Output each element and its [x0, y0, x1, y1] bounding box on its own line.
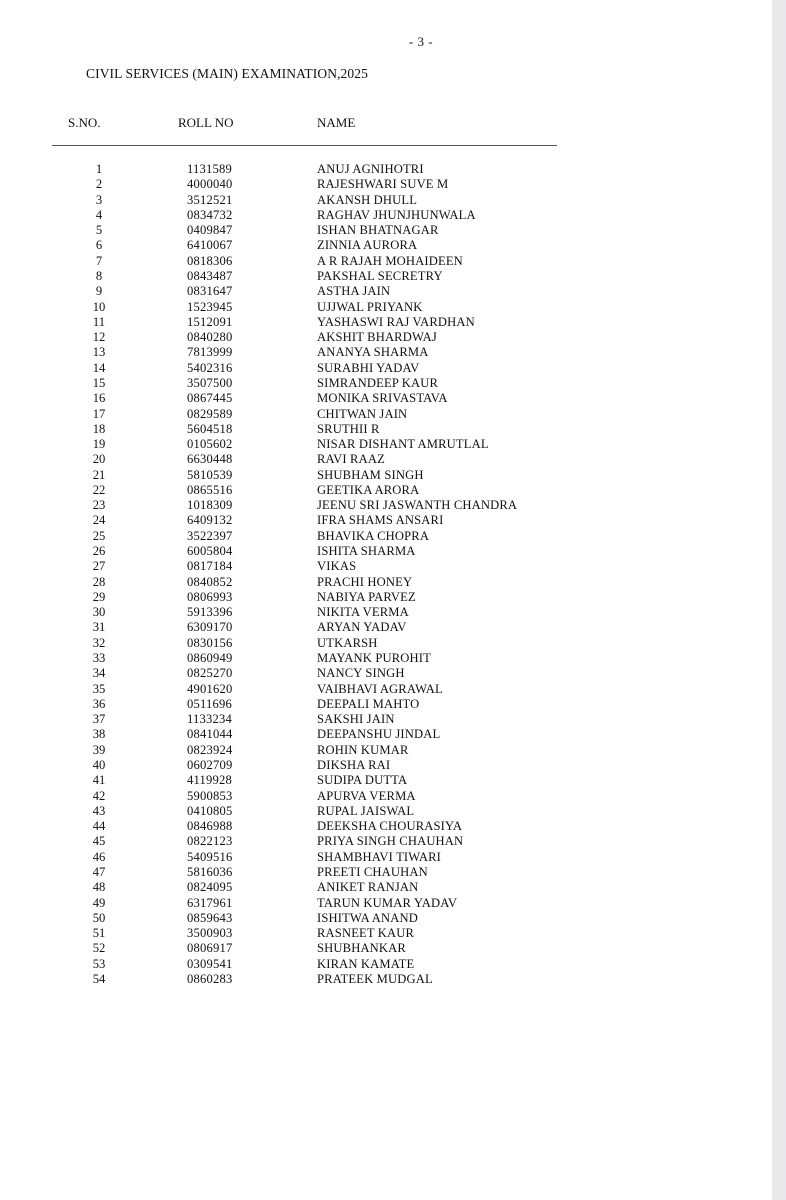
- table-row: [0, 361, 700, 376]
- candidate-name: ANUJ AGNIHOTRI: [317, 162, 424, 176]
- table-row: [0, 269, 700, 284]
- serial-number: 19: [92, 437, 106, 452]
- serial-number: 14: [92, 360, 106, 375]
- serial-number: 49: [92, 895, 106, 910]
- candidate-name: ZINNIA AURORA: [317, 238, 418, 253]
- candidate-name: SHUBHAM SINGH: [317, 467, 424, 482]
- candidate-name: NISAR DISHANT AMRUTLAL: [317, 437, 489, 452]
- roll-number: 6410067: [187, 238, 233, 253]
- table-row: [0, 789, 700, 804]
- table-row: [0, 666, 700, 681]
- roll-number: 5810539: [187, 467, 233, 482]
- table-row: [0, 422, 700, 437]
- candidate-name: IFRA SHAMS ANSARI: [317, 513, 444, 528]
- table-row: [0, 529, 700, 544]
- candidate-name: PRIYA SINGH CHAUHAN: [317, 834, 464, 849]
- serial-number: 32: [92, 635, 106, 650]
- table-row: [0, 682, 700, 697]
- table-row: [0, 896, 700, 911]
- roll-number: 0409847: [187, 223, 233, 238]
- table-row: [0, 590, 700, 605]
- candidate-name: ISHITWA ANAND: [317, 910, 418, 925]
- table-row: [0, 284, 700, 299]
- serial-number: 24: [92, 513, 106, 528]
- roll-number: 0860283: [187, 971, 233, 986]
- column-header-sno: S.NO.: [68, 115, 101, 130]
- candidate-name: SHUBHANKAR: [317, 941, 406, 956]
- roll-number: 0867445: [187, 391, 233, 406]
- serial-number: 42: [92, 788, 106, 803]
- serial-number: 44: [92, 819, 106, 834]
- table-row: [0, 208, 700, 223]
- roll-number: 1523945: [187, 299, 233, 314]
- column-header-roll-no: ROLL NO: [178, 115, 234, 130]
- serial-number: 9: [95, 284, 103, 299]
- header-divider: [52, 145, 557, 146]
- table-row: [0, 911, 700, 926]
- serial-number: 22: [92, 482, 106, 497]
- serial-number: 52: [92, 941, 106, 956]
- candidate-name: SHAMBHAVI TIWARI: [317, 849, 442, 864]
- roll-number: 0602709: [187, 757, 233, 772]
- page-number: - 3 -: [408, 34, 434, 49]
- roll-number: 0841044: [187, 727, 233, 742]
- roll-number: 0309541: [187, 956, 233, 971]
- candidate-name: GEETIKA ARORA: [317, 482, 420, 497]
- roll-number: 0822123: [187, 834, 233, 849]
- roll-number: 0846988: [187, 819, 233, 834]
- serial-number: 38: [92, 727, 106, 742]
- table-row: [0, 300, 700, 315]
- table-row: [0, 513, 700, 528]
- roll-number: 5409516: [187, 849, 233, 864]
- table-row: [0, 972, 700, 987]
- candidate-name: SUDIPA DUTTA: [317, 773, 408, 788]
- table-row: [0, 620, 700, 635]
- candidate-name: RUPAL JAISWAL: [317, 803, 415, 818]
- roll-number: 5913396: [187, 605, 233, 620]
- serial-number: 53: [92, 956, 106, 971]
- roll-number: 1512091: [187, 314, 233, 329]
- table-row: [0, 636, 700, 651]
- roll-number: 3522397: [187, 528, 233, 543]
- serial-number: 17: [92, 406, 106, 421]
- roll-number: 3512521: [187, 192, 233, 207]
- roll-number: 0825270: [187, 666, 233, 681]
- serial-number: 7: [95, 253, 103, 268]
- candidate-name: PAKSHAL SECRETRY: [317, 268, 443, 283]
- serial-number: 37: [92, 712, 106, 727]
- candidate-name: A R RAJAH MOHAIDEEN: [317, 253, 463, 268]
- table-row: [0, 941, 700, 956]
- roll-number: 6630448: [187, 452, 233, 467]
- serial-number: 35: [92, 681, 106, 696]
- serial-number: 18: [92, 421, 106, 436]
- roll-number: 0859643: [187, 910, 233, 925]
- roll-number: 0105602: [187, 437, 233, 452]
- serial-number: 29: [92, 589, 106, 604]
- roll-number: 3500903: [187, 926, 233, 941]
- roll-number: 6409132: [187, 513, 233, 528]
- roll-number: 6317961: [187, 895, 233, 910]
- table-row: [0, 193, 700, 208]
- roll-number: 0860949: [187, 651, 233, 665]
- candidate-name: VIKAS: [317, 559, 357, 574]
- roll-number: 0823924: [187, 742, 233, 757]
- candidate-name: YASHASWI RAJ VARDHAN: [317, 314, 475, 329]
- candidate-name: APURVA VERMA: [317, 788, 416, 803]
- candidate-name: NABIYA PARVEZ: [317, 589, 416, 604]
- candidate-name: AKANSH DHULL: [317, 192, 418, 207]
- table-row: [0, 758, 700, 773]
- serial-number: 6: [95, 238, 103, 253]
- serial-number: 36: [92, 696, 106, 711]
- roll-number: 6005804: [187, 544, 233, 559]
- serial-number: 27: [92, 559, 106, 574]
- candidate-name: AKSHIT BHARDWAJ: [317, 330, 437, 345]
- table-row: [0, 544, 700, 559]
- serial-number: 26: [92, 544, 106, 559]
- serial-number: 16: [92, 391, 106, 406]
- serial-number: 15: [92, 375, 106, 390]
- candidate-name: UJJWAL PRIYANK: [317, 299, 423, 314]
- table-row: [0, 804, 700, 819]
- candidate-name: ANIKET RANJAN: [317, 880, 419, 895]
- candidate-name: SRUTHII R: [317, 421, 380, 436]
- table-row: [0, 483, 700, 498]
- table-row: [0, 559, 700, 574]
- table-row: [0, 651, 700, 666]
- candidate-name: DIKSHA RAI: [317, 757, 391, 772]
- candidate-name: MAYANK PUROHIT: [317, 651, 431, 665]
- roll-number: 0830156: [187, 635, 233, 650]
- candidate-name: SIMRANDEEP KAUR: [317, 375, 439, 390]
- serial-number: 34: [92, 666, 106, 681]
- table-row: [0, 315, 700, 330]
- candidate-name: ARYAN YADAV: [317, 620, 407, 635]
- serial-number: 12: [92, 330, 106, 345]
- serial-number: 23: [92, 498, 106, 513]
- roll-number: 0840852: [187, 574, 233, 589]
- candidate-name: ROHIN KUMAR: [317, 742, 409, 757]
- serial-number: 46: [92, 849, 106, 864]
- roll-number: 0511696: [187, 696, 233, 711]
- candidate-name: RAVI RAAZ: [317, 452, 385, 467]
- roll-number: 0865516: [187, 482, 233, 497]
- table-row: [0, 498, 700, 513]
- candidate-name: NANCY SINGH: [317, 666, 405, 681]
- table-row: [0, 957, 700, 972]
- table-row: [0, 376, 700, 391]
- roll-number: 1133234: [187, 712, 233, 727]
- serial-number: 48: [92, 880, 106, 895]
- table-row: [0, 177, 700, 192]
- table-row: [0, 437, 700, 452]
- serial-number: 4: [95, 207, 103, 222]
- candidate-name: BHAVIKA CHOPRA: [317, 528, 430, 543]
- serial-number: 40: [92, 757, 106, 772]
- candidate-name: VAIBHAVI AGRAWAL: [317, 681, 443, 696]
- column-header-name: NAME: [317, 115, 356, 130]
- candidate-name: TARUN KUMAR YADAV: [317, 895, 458, 910]
- candidate-name: ISHITA SHARMA: [317, 544, 416, 559]
- table-row: [0, 712, 700, 727]
- roll-number: 7813999: [187, 345, 233, 360]
- roll-number: 0834732: [187, 207, 233, 222]
- table-row: [0, 238, 700, 253]
- roll-number: 1018309: [187, 498, 233, 513]
- roll-number: 4000040: [187, 177, 233, 192]
- candidate-name: SAKSHI JAIN: [317, 712, 395, 727]
- serial-number: 28: [92, 574, 106, 589]
- serial-number: 33: [92, 651, 106, 665]
- roll-number: 0410805: [187, 803, 233, 818]
- roll-number: 0817184: [187, 559, 233, 574]
- table-row: [0, 575, 700, 590]
- table-row: [0, 880, 700, 895]
- table-row: [0, 330, 700, 345]
- roll-number: 4119928: [187, 773, 233, 788]
- roll-number: 0840280: [187, 330, 233, 345]
- roll-number: 4901620: [187, 681, 233, 696]
- serial-number: 54: [92, 971, 106, 986]
- results-list: [0, 162, 700, 987]
- roll-number: 5604518: [187, 421, 233, 436]
- table-row: [0, 391, 700, 406]
- table-row: [0, 850, 700, 865]
- table-row: [0, 162, 700, 177]
- candidate-name: MONIKA SRIVASTAVA: [317, 391, 448, 406]
- candidate-name: DEEPANSHU JINDAL: [317, 727, 441, 742]
- exam-title: CIVIL SERVICES (MAIN) EXAMINATION,2025: [86, 66, 368, 81]
- serial-number: 1: [95, 162, 103, 176]
- table-row: [0, 926, 700, 941]
- serial-number: 25: [92, 528, 106, 543]
- table-row: [0, 605, 700, 620]
- candidate-name: PRATEEK MUDGAL: [317, 971, 433, 986]
- roll-number: 5402316: [187, 360, 233, 375]
- serial-number: 3: [95, 192, 103, 207]
- serial-number: 41: [92, 773, 106, 788]
- roll-number: 0806993: [187, 589, 233, 604]
- roll-number: 0829589: [187, 406, 233, 421]
- candidate-name: PREETI CHAUHAN: [317, 864, 428, 879]
- candidate-name: DEEPALI MAHTO: [317, 696, 420, 711]
- candidate-name: ISHAN BHATNAGAR: [317, 223, 439, 238]
- serial-number: 43: [92, 803, 106, 818]
- table-row: [0, 254, 700, 269]
- serial-number: 39: [92, 742, 106, 757]
- candidate-name: ASTHA JAIN: [317, 284, 391, 299]
- roll-number: 0843487: [187, 268, 233, 283]
- candidate-name: DEEKSHA CHOURASIYA: [317, 819, 463, 834]
- serial-number: 5: [95, 223, 103, 238]
- roll-number: 0806917: [187, 941, 233, 956]
- roll-number: 0824095: [187, 880, 233, 895]
- serial-number: 31: [92, 620, 106, 635]
- roll-number: 0818306: [187, 253, 233, 268]
- table-row: [0, 865, 700, 880]
- table-row: [0, 407, 700, 422]
- candidate-name: KIRAN KAMATE: [317, 956, 415, 971]
- roll-number: 5900853: [187, 788, 233, 803]
- candidate-name: SURABHI YADAV: [317, 360, 420, 375]
- candidate-name: RASNEET KAUR: [317, 926, 415, 941]
- candidate-name: RAJESHWARI SUVE M: [317, 177, 449, 192]
- serial-number: 30: [92, 605, 106, 620]
- serial-number: 45: [92, 834, 106, 849]
- candidate-name: UTKARSH: [317, 635, 378, 650]
- serial-number: 51: [92, 926, 106, 941]
- serial-number: 10: [92, 299, 106, 314]
- table-row: [0, 452, 700, 467]
- serial-number: 13: [92, 345, 106, 360]
- roll-number: 1131589: [187, 162, 233, 176]
- table-row: [0, 223, 700, 238]
- table-row: [0, 468, 700, 483]
- serial-number: 21: [92, 467, 106, 482]
- table-row: [0, 697, 700, 712]
- candidate-name: NIKITA VERMA: [317, 605, 409, 620]
- candidate-name: ANANYA SHARMA: [317, 345, 429, 360]
- roll-number: 6309170: [187, 620, 233, 635]
- table-row: [0, 819, 700, 834]
- table-row: [0, 773, 700, 788]
- serial-number: 20: [92, 452, 106, 467]
- candidate-name: RAGHAV JHUNJHUNWALA: [317, 207, 476, 222]
- table-row: [0, 345, 700, 360]
- serial-number: 2: [95, 177, 103, 192]
- table-row: [0, 727, 700, 742]
- roll-number: 5816036: [187, 864, 233, 879]
- serial-number: 8: [95, 268, 103, 283]
- roll-number: 0831647: [187, 284, 233, 299]
- candidate-name: CHITWAN JAIN: [317, 406, 408, 421]
- roll-number: 3507500: [187, 375, 233, 390]
- serial-number: 11: [92, 314, 106, 329]
- table-row: [0, 834, 700, 849]
- candidate-name: JEENU SRI JASWANTH CHANDRA: [317, 498, 518, 513]
- serial-number: 47: [92, 864, 106, 879]
- serial-number: 50: [92, 910, 106, 925]
- table-row: [0, 743, 700, 758]
- candidate-name: PRACHI HONEY: [317, 574, 413, 589]
